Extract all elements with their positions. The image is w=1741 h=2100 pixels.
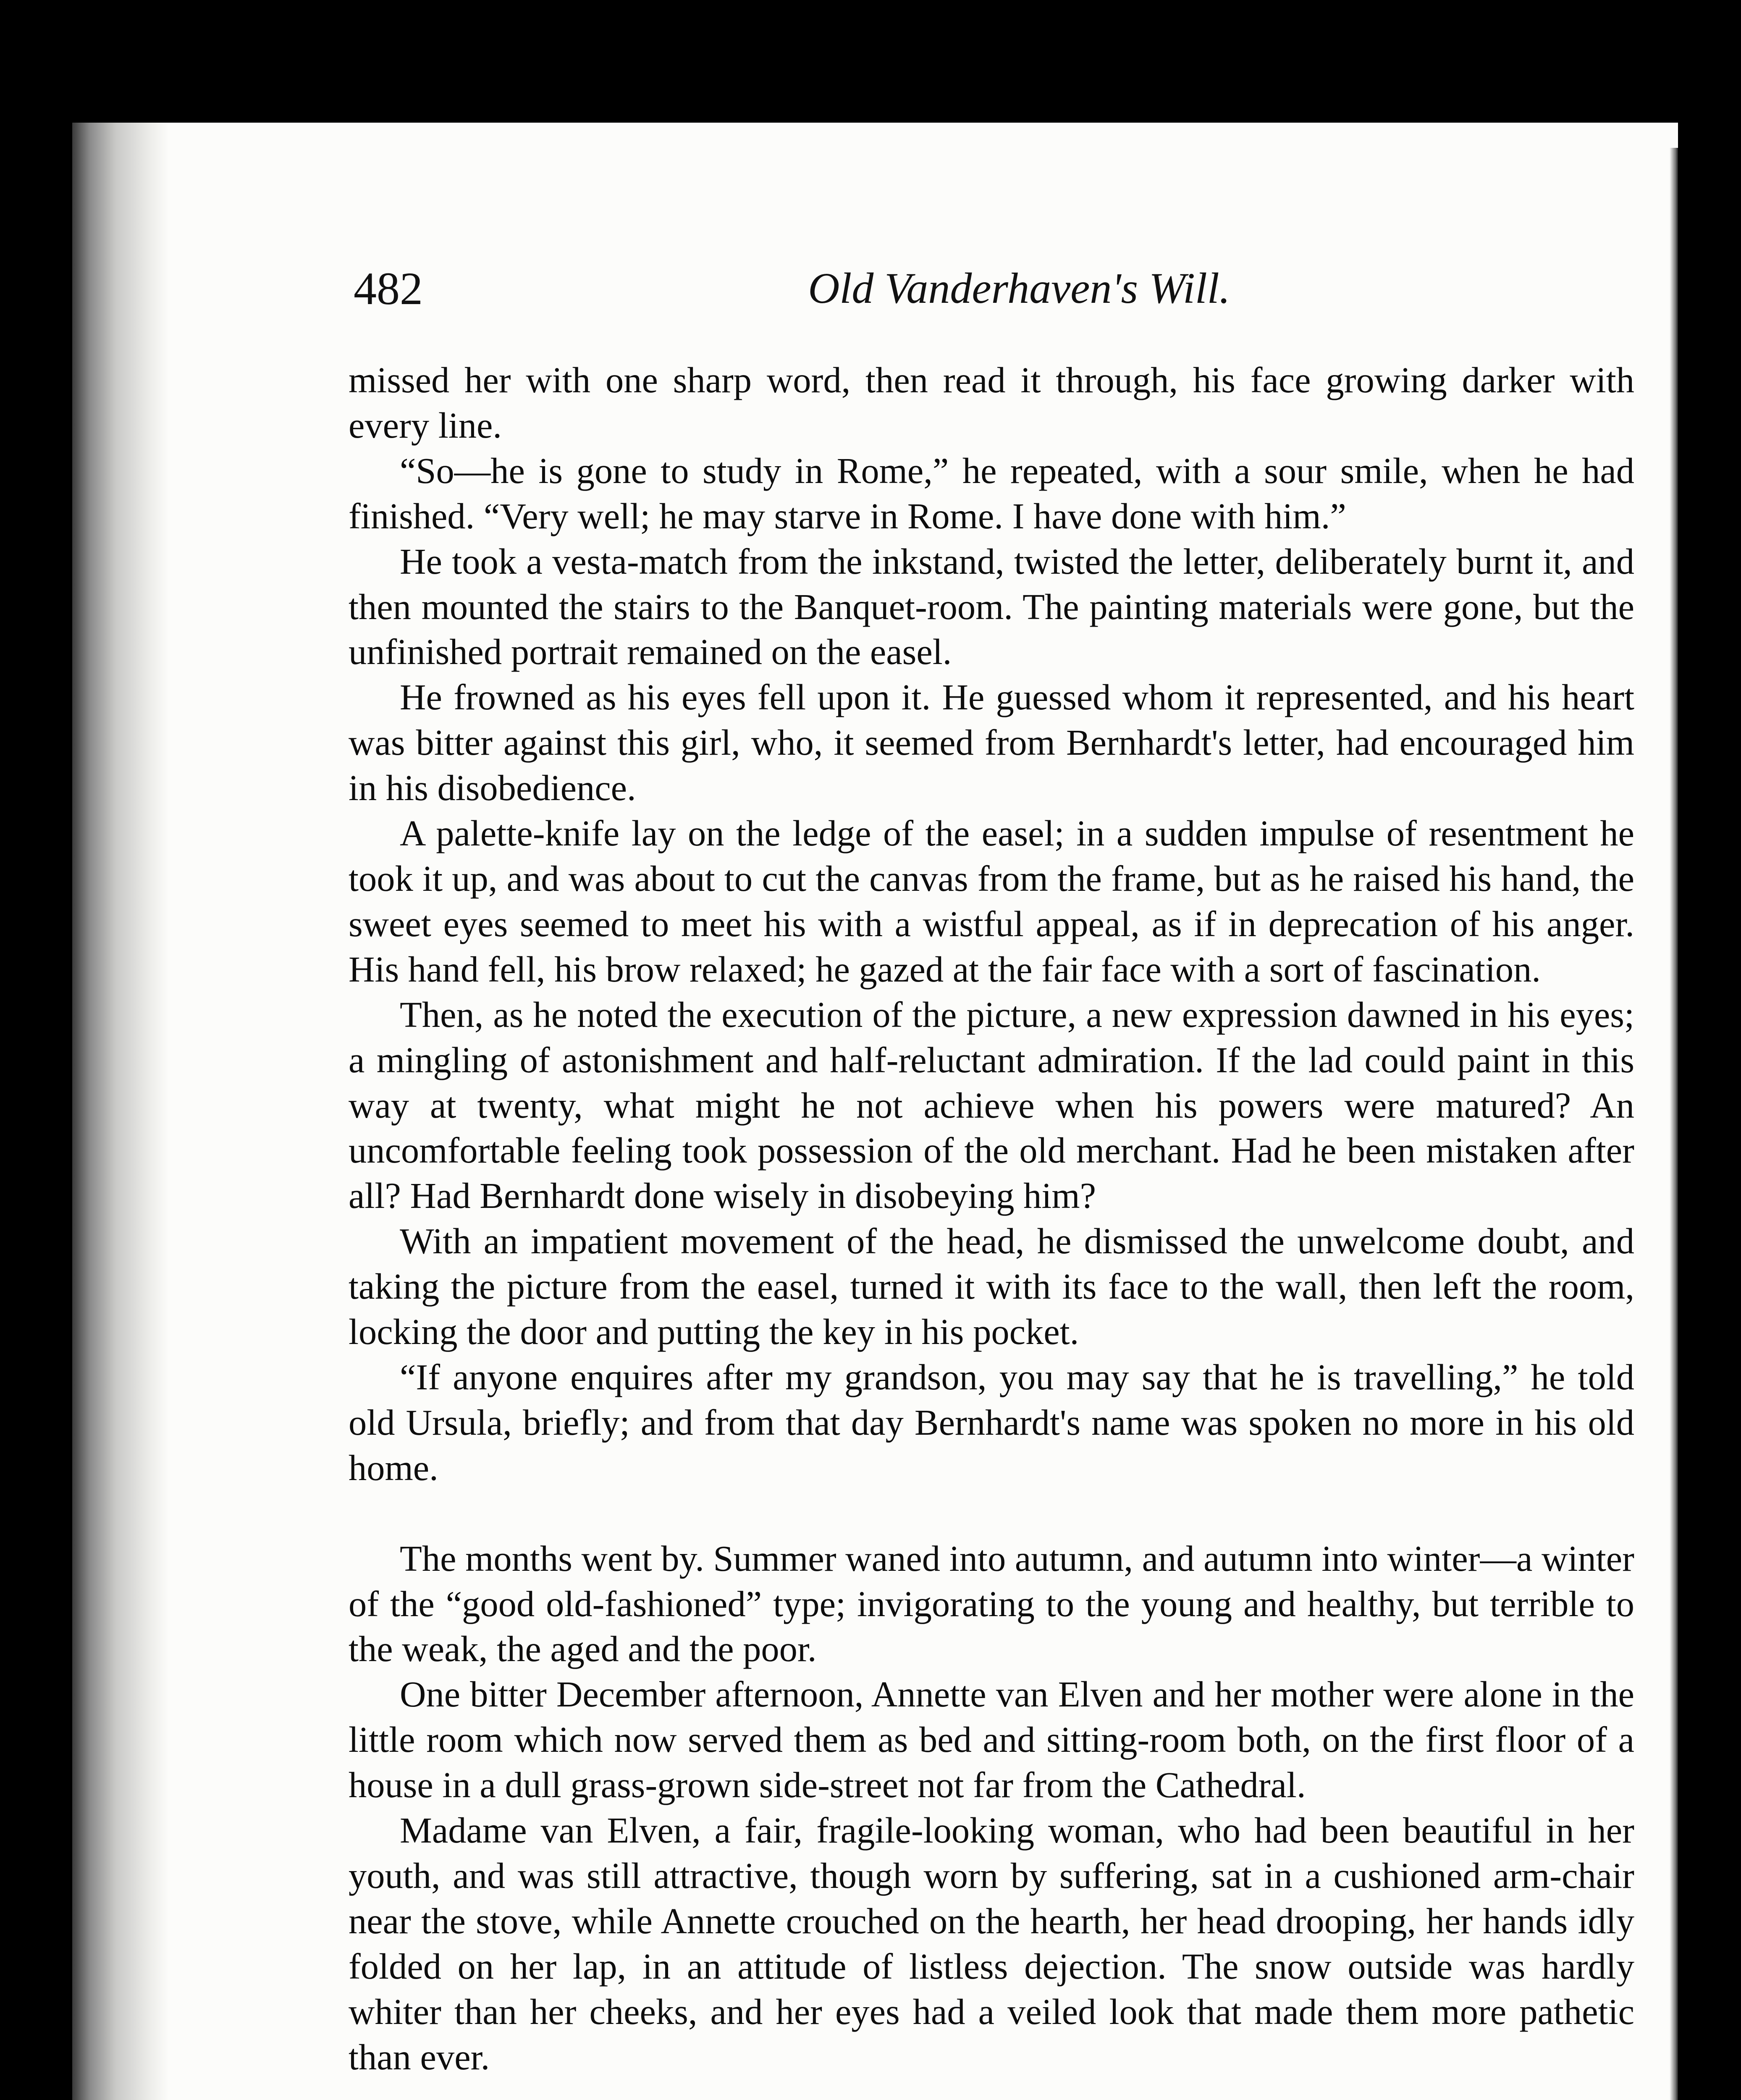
paragraph: A palette-knife lay on the ledge of the easel; in a sudden impulse of resentment he took it up, and was about to cut the canvas from the frame, but as he raised his hand, the sweet eyes seemed to meet his with a wistful appeal, as if in deprecation of his anger. His hand fell, his brow relaxed; he gazed at the fair face with a sort of fascination.: [349, 813, 1634, 990]
paragraph: One bitter December afternoon, Annette van Elven and her mother were alone in the little room which now served them as bed and sitting-room both, on the first floor of a house in a dull grass-grown side-street not far from the Cathedral.: [349, 1674, 1634, 1806]
paragraph: Madame van Elven, a fair, fragile-looking woman, who had been beautiful in her youth, and was still attractive, though worn by suffering, sat in a cushioned arm-chair near the stove, while Annette crouched on the hearth, her head drooping, her hands idly folded on her lap, in an attitude of listless dejection. The snow outside was hardly whiter than her cheeks, and her eyes had a veiled look that made them more pathetic than ever.: [349, 1810, 1634, 2077]
paragraph: “If anyone enquires after my grandson, you may say that he is travelling,” he told old Ursula, briefly; and from that day Bernhardt's name was spoken no more in his old home.: [349, 1357, 1634, 1488]
body-text: [349, 358, 1634, 2080]
section-break: [349, 1491, 1634, 1536]
page-edge: [1670, 148, 1678, 2100]
page-number: 482: [354, 263, 423, 314]
paragraph: With an impatient movement of the head, he dismissed the unwelcome doubt, and taking the picture from the easel, turned it with its face to the wall, then left the room, locking the door and putting the key in his pocket.: [349, 1221, 1634, 1352]
paragraph: “So—he is gone to study in Rome,” he repeated, with a sour smile, when he had finished. “Very well; he may starve in Rome. I have done with him.”: [349, 450, 1634, 536]
paragraph: Then, as he noted the execution of the picture, a new expression dawned in his eyes; a mingling of astonishment and half-reluctant admiration. If the lad could paint in this way at twenty, what might he not achieve when his powers were matured? An uncomfortable feeling took possession of the old merchant. Had he been mistaken after all? Had Bernhardt done wisely in disobeying him?: [349, 994, 1634, 1216]
paragraph: He frowned as his eyes fell upon it. He guessed whom it represented, and his heart was bitter against this girl, who, it seemed from Bernhardt's letter, had encouraged him in his disobedience.: [349, 677, 1634, 808]
page-header: [354, 257, 1634, 320]
running-title: Old Vanderhaven's Will.: [808, 264, 1230, 312]
paragraph: The months went by. Summer waned into autumn, and autumn into winter—a winter of the “good old-fashioned” type; invigorating to the young and healthy, but terrible to the weak, the aged and the poor.: [349, 1538, 1634, 1670]
book-page: [72, 123, 1678, 2100]
book-spine-shadow: [72, 123, 169, 2100]
paragraph: missed her with one sharp word, then read it through, his face growing darker with every line.: [349, 360, 1634, 446]
paragraph: He took a vesta-match from the inkstand, twisted the letter, deliberately burnt it, and then mounted the stairs to the Banquet-room. The painting materials were gone, but the unfinished portrait remained on the easel.: [349, 541, 1634, 672]
